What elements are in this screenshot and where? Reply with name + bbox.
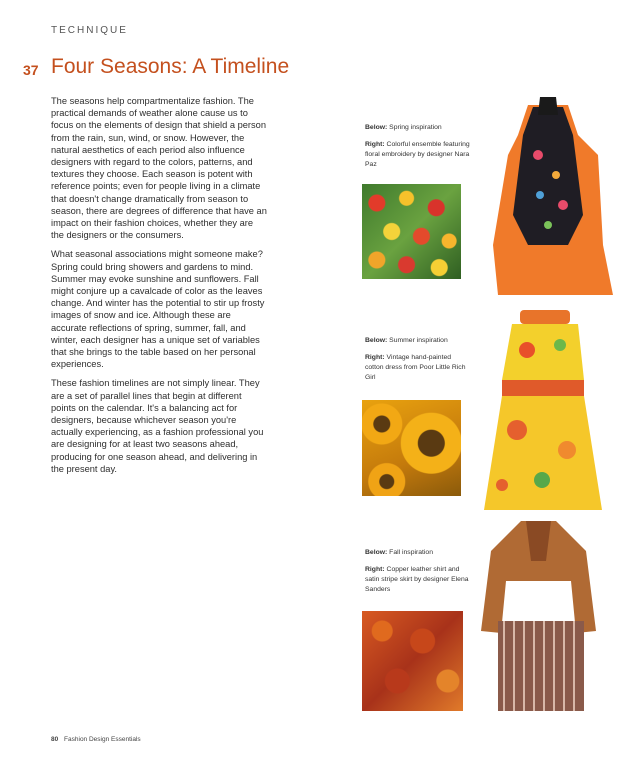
caption-text: Vintage hand-painted cotton dress from Poor Little Rich Girl [365,354,466,381]
caption-text: Fall inspiration [389,549,433,556]
page-title: Four Seasons: A Timeline [51,55,290,78]
caption-text: Summer inspiration [389,337,448,344]
page-number: 80 [51,736,59,743]
section-label: TECHNIQUE [51,25,128,36]
book-title: Fashion Design Essentials [64,736,141,743]
paragraph: The seasons help compartmentalize fashion. The practical demands of weather alone cause us to focus on the elements of design that shield a person from the rain, sun, wind, or snow. However, the natural aesthetics of each period also influence designers with regard to the colors, patterns, and textures they choose. Each season is potent with reference points; even for people living in a climate that doesn't change dramatically from season to season, there are degrees of difference that have an impact on their fashion choices, whether they are the designers or the consumers. [51,96,267,241]
caption-spring [365,123,470,177]
caption-fall [365,548,470,602]
paragraph: What seasonal associations might someone make? Spring could bring showers and gardens to mind. Summer may evoke sunshine and sunflowers. Fall might conjure up a cavalcade of color as the leaves change. And winter has the potential to stir up frosty images of snow and ice. Although these are accurate reflections of spring, summer, fall, and winter, each designer has a unique set of variables that she brings to the table based on her personal experiences. [51,249,265,370]
caption-summer [365,336,470,390]
caption-text: Colorful ensemble featuring floral embroidery by designer Nara Paz [365,141,470,168]
caption-label: Right: [365,566,385,573]
caption-label: Below: [365,337,388,344]
caption-text: Spring inspiration [389,124,442,131]
caption-text: Copper leather shirt and satin stripe skirt by designer Elena Sanders [365,566,469,593]
autumn-leaves-photo [362,611,463,711]
paragraph: These fashion timelines are not simply linear. They are a set of parallel lines that begin at different points on the calendar. It's a balancing act for designers, because whichever season you're actually experiencing, as a fashion professional you are designing for at least two seasons ahead, producing for one season ahead, and delivering in the present day. [51,378,264,474]
technique-number: 37 [23,62,39,78]
tulips-photo [362,184,461,279]
caption-label: Right: [365,354,385,361]
caption-label: Right: [365,141,385,148]
spring-ensemble-photo [478,95,618,295]
summer-dress-photo [472,310,618,510]
body-text [51,95,267,482]
caption-label: Below: [365,124,388,131]
fall-outfit-photo [476,521,602,711]
sunflowers-photo [362,400,461,496]
page-footer [51,736,141,743]
caption-label: Below: [365,549,388,556]
